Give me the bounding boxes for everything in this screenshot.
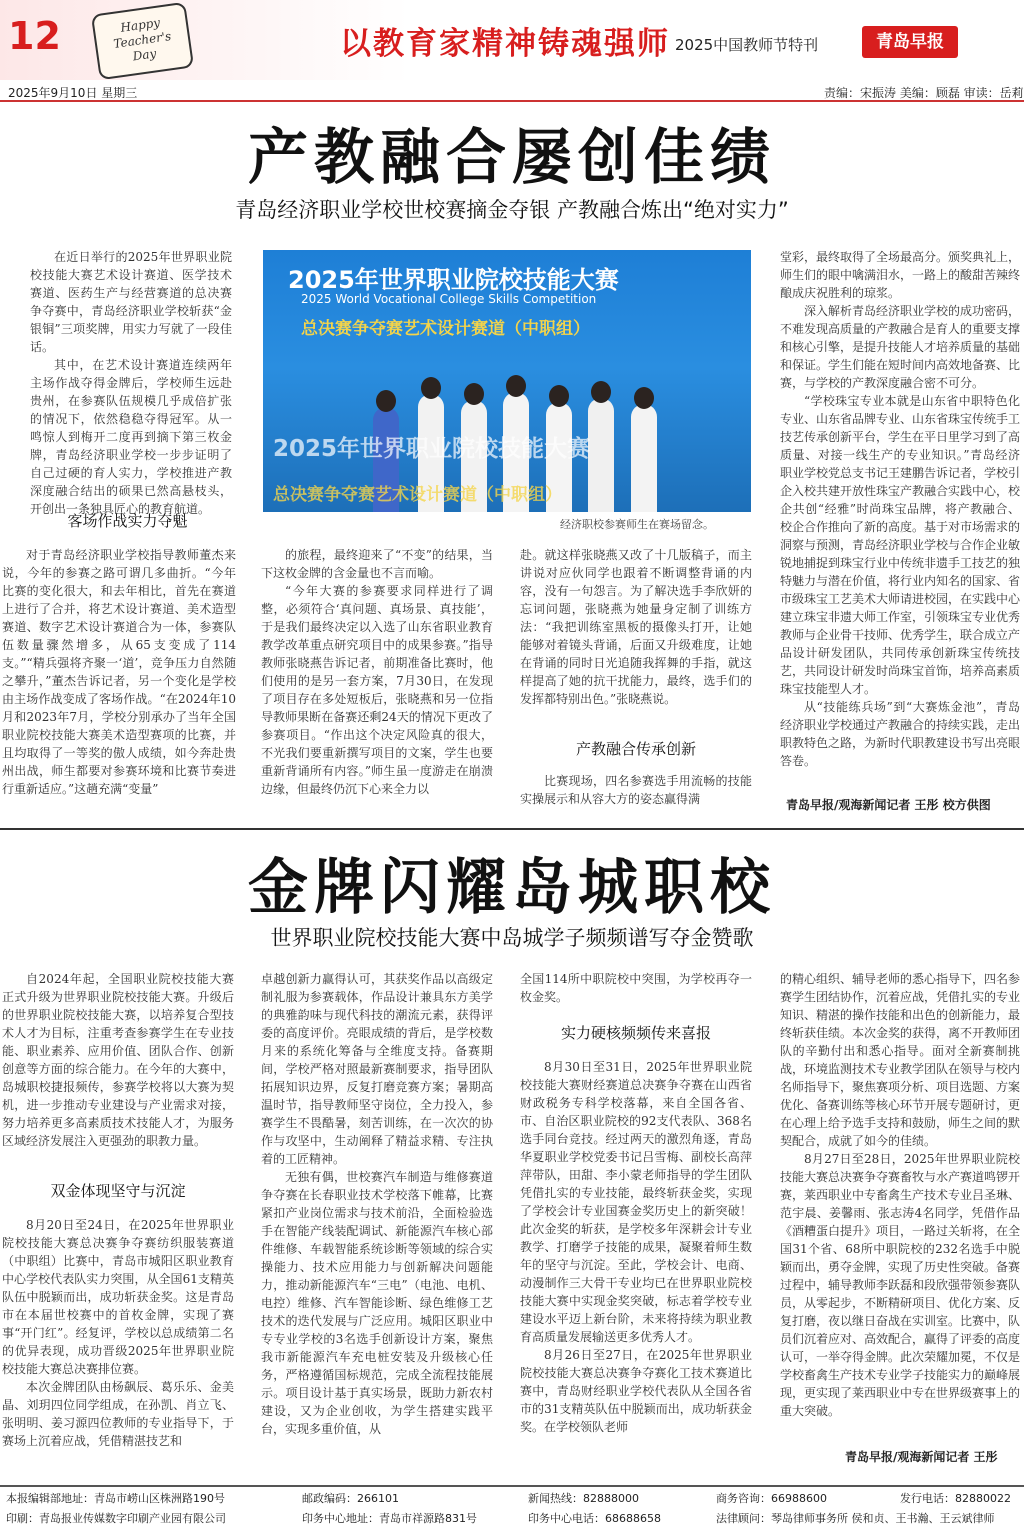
footer-address: 本报编辑部地址：青岛市崂山区株洲路190号 <box>6 1492 225 1505</box>
article1-section1-title: 客场作战实力夺魁 <box>67 512 188 530</box>
article2-col1-intro <box>2 970 234 1166</box>
paragraph: 无独有偶，世校赛汽车制造与维修赛道争夺赛在长春职业技术学校落下帷幕，比赛紧扣产业岗位需求与技术前沿，全面检验选手在智能产线装配调试、新能源汽车核心部件维修、车载智能系统诊断等领域的综合实操能力、技术应用能力与创新解决问题能力，推动新能源汽车“三电”（电池、电机、电控）维修、汽车智能诊断、绿色维修工艺技术的迭代发展与广泛应用。城阳区职业中专专业学校的3名选手创新设计方案，聚焦我市新能源汽车充电桩安装及升级核心任务，严格遵循国标规范，完成全流程技能展示。项目设计基于真实场景，既助力新农村建设，又为企业创收，为学生搭建实践平台，实现多重价值，从 <box>261 1170 493 1436</box>
photo-banner-english: 2025 World Vocational College Skills Competition <box>301 292 597 306</box>
issue-date: 2025年9月10日 星期三 <box>8 86 138 100</box>
paragraph: 比赛现场，四名参赛选手用流畅的技能实操展示和从容大方的姿态赢得满 <box>520 774 752 806</box>
paragraph: 8月30日至31日，2025年世界职业院校技能大赛财经赛道总决赛争夺赛在山西省财政税务专科学校落幕，来自全国各省、市、自治区职业院校的92支代表队、368名选手同台竞技。经过两天的激烈角逐，青岛华夏职业学校党委书记吕雪梅、副校长高萍萍带队，田甜、李小蒙老师指导的学生团队凭借扎实的专业技能，最终斩获金奖，实现了学校会计专业国赛金奖历史上的新突破！此次金奖的斩获，是学校多年深耕会计专业教学、打磨学子技能的成果，凝聚着师生数年的坚守与沉淀。至此，学校会计、电商、动漫制作三大骨干专业均已在世界职业院校技能大赛中实现金奖突破，标志着学校专业建设水平迈上新台阶，未来将持续为职业教育高质量发展输送更多优秀人才。 <box>520 1060 752 1344</box>
page-number: 12 <box>8 14 61 58</box>
teachers-day-sticker <box>91 2 194 81</box>
paragraph: 的旅程，最终迎来了“不变”的结果，当下这枚金牌的含金量也不言而喻。 <box>261 548 493 580</box>
article1-col1-body <box>2 546 236 810</box>
article1-col3 <box>520 546 752 720</box>
article2-subhead: 世界职业院校技能大赛中岛城学子频频谱写夺金赞歌 <box>270 926 754 950</box>
article2-byline: 青岛早报/观海新闻记者 王彤 <box>845 1450 998 1464</box>
sticker-line: Happy <box>119 15 161 35</box>
page-header <box>0 0 1024 80</box>
paragraph: 全国114所中职院校中突围，为学校再夺一枚金奖。 <box>520 972 752 1004</box>
footer-distribution: 发行电话：82880022 <box>900 1492 1011 1505</box>
article1-col4 <box>780 248 1020 792</box>
divider <box>0 100 1024 102</box>
paragraph: “今年大赛的参赛要求同样进行了调整，必须符合‘真问题、真场景、真技能’，于是我们最终决定以入选了山东省职业教育教学改革重点研究项目中的成果参赛。”指导教师张晓燕告诉记者，前期准备比赛时，他们使用的是另一套方案，7月30日，在发现了项目存在多处短板后，张晓燕和另一位指导教师果断在备赛还剩24天的情况下更改了参赛项目。“作出这个决定风险真的很大，不光我们要重新撰写项目的文案，学生也要重新背诵所有内容。”师生虽一度游走在崩溃边缘，但最终仍沉下心来全力以 <box>261 584 493 796</box>
photo-banner-title-lower: 2025年世界职业院校技能大赛 <box>273 436 591 462</box>
article1-headline: 产教融合屡创佳绩 <box>248 123 776 193</box>
footer-news-hotline: 新闻热线：82888000 <box>528 1492 639 1505</box>
footer-legal: 法律顾问：琴岛律师事务所 侯和贞、王书瀚、王云斌律师 <box>716 1512 995 1525</box>
special-issue: 2025中国教师节特刊 <box>675 36 819 54</box>
paragraph: 其中，在艺术设计赛道连续两年主场作战夺得金牌后，学校师生远赴贵州，在参赛队伍规模几乎成倍扩张的情况下，依然稳稳夺得冠军。从一鸣惊人到梅开二度再到摘下第三枚金牌，青岛经济职业学校一步步证明了自己过硬的育人实力，学校推进产教深度融合结出的硕果已然高悬枝头，开创出一条独具匠心的教育航道。 <box>30 358 232 516</box>
article1-section2-title: 产教融合传承创新 <box>575 740 696 758</box>
article1-byline: 青岛早报/观海新闻记者 王彤 校方供图 <box>786 798 991 812</box>
photo-banner-track-lower: 总决赛争夺赛艺术设计赛道（中职组） <box>273 485 562 505</box>
paragraph: 自2024年起，全国职业院校技能大赛正式升级为世界职业院校技能大赛。升级后的世界职业院校技能大赛，以培养复合型技术人才为目标，注重考查参赛学生在专业技能、职业素养、应用价值、团队合作、创新创意等方面的综合能力。在今年的大赛中，岛城职校捷报频传，参赛学校将以大赛为契机，进一步推动专业建设与产业需求对接，努力培养更多高素质技术技能人才，为服务区域经济发展注入更强劲的职教力量。 <box>2 972 234 1148</box>
footer-postcode: 邮政编码：266101 <box>302 1492 399 1505</box>
footer-printer: 印刷：青岛报业传媒数字印刷产业园有限公司 <box>6 1512 226 1525</box>
divider <box>0 828 1024 830</box>
article1-subhead: 青岛经济职业学校世校赛摘金夺银 产教融合炼出“绝对实力” <box>235 198 789 222</box>
paragraph: 从“技能练兵场”到“大赛炼金池”，青岛经济职业学校通过产教融合的持续实践，走出职教特色之路，为新时代职教建设书写出亮眼答卷。 <box>780 700 1021 768</box>
slogan: 以教育家精神铸魂强师 <box>340 26 670 62</box>
paragraph: 深入解析青岛经济职业学校的成功密码，不难发现高质量的产教融合是育人的重要支撑和核心引擎，是提升技能人才培养质量的基础和保证。学生们能在短时间内高效地备赛、比赛，与学校的产教深度融合密不可分。 <box>780 304 1021 390</box>
article2-section2-title: 实力硬核频频传来喜报 <box>560 1024 711 1042</box>
footer-print-phone: 印务中心电话：68688658 <box>528 1512 661 1525</box>
paragraph: 本次金牌团队由杨飙辰、葛乐乐、金美晶、刘玥四位同学组成，在孙凯、肖立飞、张明明、姜习源四位教师的专业指导下，于赛场上沉着应战，凭借精湛技艺和 <box>2 1380 234 1448</box>
photo-banner-title: 2025年世界职业院校技能大赛 <box>288 266 619 294</box>
paragraph: 在近日举行的2025年世界职业院校技能大赛艺术设计赛道、医学技术赛道、医药生产与经营赛道的总决赛争夺赛中，青岛经济职业学校斩获“金银铜”三项奖牌，用实力写就了一段佳话。 <box>30 250 232 354</box>
article2-col1-body <box>2 1216 234 1464</box>
paragraph: 8月20日至24日，在2025年世界职业院校技能大赛总决赛争夺赛纺织服装赛道（中职组）比赛中，青岛市城阳区职业教育中心学校代表队实力突围，从全国61支精英队伍中脱颖而出，成功斩获金奖。这是青岛市在本届世校赛中的首枚金牌，实现了赛事“开门红”。经复评，学校以总成绩第二名的优异表现，成功晋级2025年世界职业院校技能大赛总决赛排位赛。 <box>2 1218 234 1376</box>
sticker-line: Teacher's <box>112 29 173 51</box>
paragraph: 8月27日至28日，2025年世界职业院校技能大赛总决赛争夺赛畜牧与水产赛道鸣锣开赛，莱西职业中专畜禽生产技术专业吕圣琳、范宇晨、姜馨雨、张志涛4名同学，凭借作品《酒糟蛋白提升》项目，一路过关斩将，在全国31个省、68所中职院校的232名选手中脱颖而出，勇夺金牌，实现了历史性突破。备赛过程中，辅导教师李跃磊和段欣强带领参赛队员，从零起步，不断精研项目、优化方案、反复打磨，夜以继日奋战在实训室。比赛中，队员们沉着应对、高效配合，赢得了评委的高度认可，一举夺得金牌。此次荣耀加冕，不仅是学校畜禽生产技术专业学子技能实力的巅峰展现，更实现了莱西职业中专在世界级赛事上的重大突破。 <box>780 1152 1021 1418</box>
footer-print-address: 印务中心地址：青岛市祥源路831号 <box>302 1512 477 1525</box>
competition-photo <box>263 250 751 512</box>
page-footer <box>0 1485 1024 1531</box>
sticker-line: Day <box>131 46 158 64</box>
newspaper-logo: 青岛早报 <box>862 26 958 58</box>
paragraph: 赴。就这样张晓燕又改了十几版稿子，而主讲说对应伙同学也跟着不断调整背诵的内容，没有一句怨言。为了解决选手李欣妍的忘词问题，张晓燕为她量身定制了训练方法：“我把训练室黑板的摄像头打开，让她能够对着镜头背诵，后面又升级难度，让她在背诵的同时日光追随我挥舞的手指，就这样提高了她的抗干扰能力，最终，选手们的发挥都特别出色。”张晓燕说。 <box>520 548 752 706</box>
paragraph: 卓越创新力赢得认可，其获奖作品以高级定制礼服为参赛载体，作品设计兼具东方美学的典雅韵味与现代科技的潮流元素，获得评委的高度评价。亮眼成绩的背后，是学校数月来的系统化筹备与全维度支持。备赛期间，学校严格对照最新赛制要求，指导团队拓展知识边界，反复打磨竞赛方案；暑期高温时节，指导教师坚守岗位，全力投入，参赛学生不畏酷暑，刻苦训练，在一次次的协作与攻坚中，生动阐释了精益求精、专注执着的工匠精神。 <box>261 972 493 1166</box>
photo-banner-track: 总决赛争夺赛艺术设计赛道（中职组） <box>301 319 590 339</box>
article1-col1-intro <box>30 248 232 516</box>
paragraph: 8月26日至27日，在2025年世界职业院校技能大赛总决赛争夺赛化工技术赛道比赛中，青岛财经职业学校代表队从全国各省市的31支精英队伍中脱颖而出，成功斩获金奖。在学校领队老师 <box>520 1348 752 1434</box>
paragraph: 对于青岛经济职业学校指导教师董杰来说，今年的参赛之路可谓几多曲折。“今年比赛的变化很大，和去年相比，首先在赛道上进行了合并，将艺术设计赛道、美术造型赛道、数字艺术设计赛道合为一体，参赛队伍数量骤然增多，从65支变成了114支。”“精兵强将齐聚一‘道’，竞争压力自然随之攀升，”董杰告诉记者，另一个变化是学校由主场作战变成了客场作战。“在2024年10月和2023年7月，学校分别承办了当年全国职业院校技能大赛美术造型赛项的比赛，并且均取得了一等奖的傲人成绩，如今奔赴贵州出战，师生都要对参赛环境和比赛节奏进行重新适应。”这趟充满“变量” <box>2 548 236 796</box>
paragraph: 堂彩，最终取得了全场最高分。颁奖典礼上，师生们的眼中噙满泪水，一路上的酸甜苦辣终酿成庆祝胜利的琼浆。 <box>780 250 1021 300</box>
editors-line: 责编：宋振涛 美编：顾磊 审读：岳莉 <box>824 86 1024 100</box>
article2-headline: 金牌闪耀岛城职校 <box>248 853 776 923</box>
article2-section1-title: 双金体现坚守与沉淀 <box>50 1182 186 1200</box>
paragraph: “学校珠宝专业本就是山东省中职特色化专业、山东省品牌专业、山东省珠宝传统手工技艺传承创新平台，学生在平日里学习到了高质量、对接一线生产的专业知识。”青岛经济职业学校党总支书记王建鹏告诉记者，学校引企入校共建开放性珠宝产教融合实践中心，校企共创“经雅”时尚珠宝品牌，将产教融合、校企合作推向了新的高度。基于对市场需求的洞察与预测，青岛经济职业学校与合作企业敏锐地捕捉到珠宝行业中传统非遗手工技艺的独特魅力与潜在价值，将行业内知名的国家、省市级珠宝工艺美术大师请进校园，在实践中心建立珠宝非遗大师工作室，引领珠宝专业优秀教师与企业骨干技师、优秀学生，联合成立产品设计研发团队，共同传承创新珠宝传统技艺，共同设计研发时尚珠宝首饰，培养高素质珠宝技能型人才。 <box>780 394 1021 696</box>
article2-col4 <box>780 970 1020 1444</box>
footer-business: 商务咨询：66988600 <box>716 1492 827 1505</box>
paragraph: 的精心组织、辅导老师的悉心指导下，四名参赛学生团结协作，沉着应战，凭借扎实的专业知识、精湛的操作技能和出色的创新能力，最终斩获佳绩。本次金奖的获得，离不开教师团队的辛勤付出和悉心指导。面对全新赛制挑战，环境监测技术专业教学团队在领导与校内名师指导下，聚焦赛项分析、项目选题、方案优化、备赛训练等核心环节开展专题研讨，更在心理上给予选手支持和鼓励，师生之间的默契配合，成就了如今的佳绩。 <box>780 972 1021 1148</box>
article1-col3-tail <box>520 772 752 810</box>
photo-caption: 经济职校参赛师生在赛场留念。 <box>560 518 714 531</box>
article1-col2 <box>261 546 493 810</box>
article2-col2 <box>261 970 493 1464</box>
article2-col3 <box>520 970 752 1008</box>
article2-col3-tail <box>520 1058 752 1464</box>
